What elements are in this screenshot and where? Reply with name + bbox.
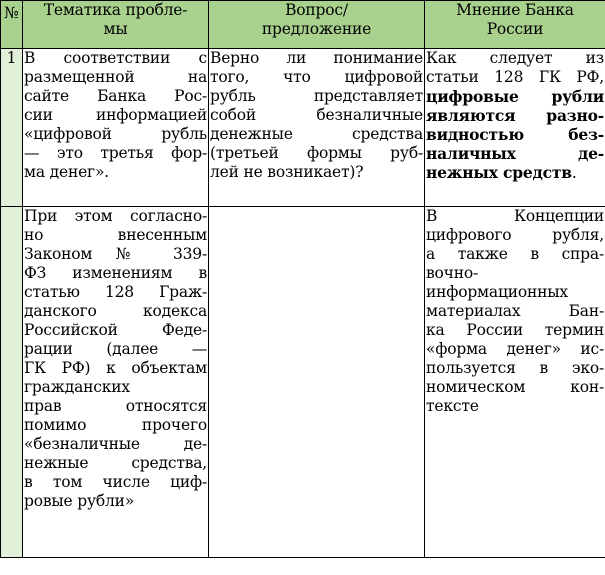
text-line: вочно- <box>426 264 479 282</box>
text-line: тексте <box>426 397 479 415</box>
text-line: цифрового рубля, <box>426 226 604 244</box>
header-question <box>209 1 425 49</box>
opinion-cell <box>425 49 605 207</box>
text-line: (третьей формы руб- <box>210 144 423 162</box>
text-line: статьи 128 ГК РФ, <box>426 68 604 86</box>
text-line: Российской Феде- <box>24 321 207 339</box>
text-line: того, что цифровой <box>210 68 423 86</box>
header-topic-line: мы <box>103 20 128 38</box>
text-line: номическом кон- <box>426 378 604 396</box>
text-line: информационных <box>426 283 568 301</box>
text-line: Как следует из <box>426 49 604 67</box>
text-line: рации (далее — <box>24 340 207 358</box>
text-line: денежные средства <box>210 125 423 143</box>
bold-text-line: наличных де- <box>426 144 604 163</box>
bold-text-line: видностью без- <box>426 125 604 144</box>
header-topic-line: Тематика пробле- <box>43 1 188 19</box>
row-number <box>1 207 23 558</box>
header-num: № <box>1 1 23 49</box>
header-opinion-line: России <box>486 20 544 38</box>
header-topic <box>23 1 209 49</box>
text-line: в том числе циф- <box>24 473 207 491</box>
text-line: собой безналичные <box>210 106 423 124</box>
text-line: В соответствии с <box>24 49 207 67</box>
text-line: статью 128 Граж- <box>24 283 207 301</box>
topic-cell <box>23 207 209 558</box>
text-line: ФЗ изменениям в <box>24 264 207 282</box>
period: . <box>571 164 577 182</box>
question-cell-empty <box>209 207 425 558</box>
text-line: а также в спра- <box>426 245 604 263</box>
text-line: данского кодекса <box>24 302 207 320</box>
text-line: прав относятся <box>24 397 207 415</box>
bold-text-line: цифровые рубли <box>426 87 604 106</box>
text-line: материалах Бан- <box>426 302 604 320</box>
text-line: помимо прочего <box>24 416 207 434</box>
text-line: В Концепции <box>426 207 604 225</box>
text-line: пользуется в эко- <box>426 359 604 377</box>
text-line <box>426 163 604 183</box>
table-row <box>1 207 605 558</box>
text-line: нежные средства, <box>24 454 207 472</box>
text-line: гражданских <box>24 378 130 396</box>
table-header-row <box>1 1 605 49</box>
question-cell <box>209 49 425 207</box>
bold-text-line: являются разно- <box>426 106 604 125</box>
text-line: «безналичные де- <box>24 435 207 453</box>
text-line: сайте Банка Рос- <box>24 87 207 105</box>
text-line: ма денег». <box>24 163 109 181</box>
header-opinion-line: Мнение Банка <box>456 1 574 19</box>
text-line: Верно ли понимание <box>210 49 423 67</box>
text-line: рубль представляет <box>210 87 423 105</box>
opinion-cell <box>425 207 605 558</box>
row-number: 1 <box>1 49 23 207</box>
topic-cell <box>23 49 209 207</box>
text-line: размещенной на <box>24 68 207 86</box>
text-line: ГК РФ) к объектам <box>24 359 207 377</box>
header-question-line: Вопрос/ <box>285 1 348 19</box>
text-line: сии информацией <box>24 106 207 124</box>
text-line: ка России термин <box>426 321 604 339</box>
text-line: Законом № 339- <box>24 245 207 263</box>
text-line: лей не возникает)? <box>210 163 364 181</box>
table-row <box>1 49 605 207</box>
text-line: ровые рубли» <box>24 492 135 510</box>
text-line: но внесенным <box>24 226 207 244</box>
text-line: — это третья фор- <box>24 144 207 162</box>
header-opinion <box>425 1 605 49</box>
text-line: «цифровой рубль <box>24 125 207 143</box>
bold-text: нежных средств <box>426 163 572 182</box>
text-line: «форма денег» ис- <box>426 340 604 358</box>
text-line: При этом согласно- <box>24 207 207 225</box>
header-question-line: предложение <box>261 20 372 38</box>
